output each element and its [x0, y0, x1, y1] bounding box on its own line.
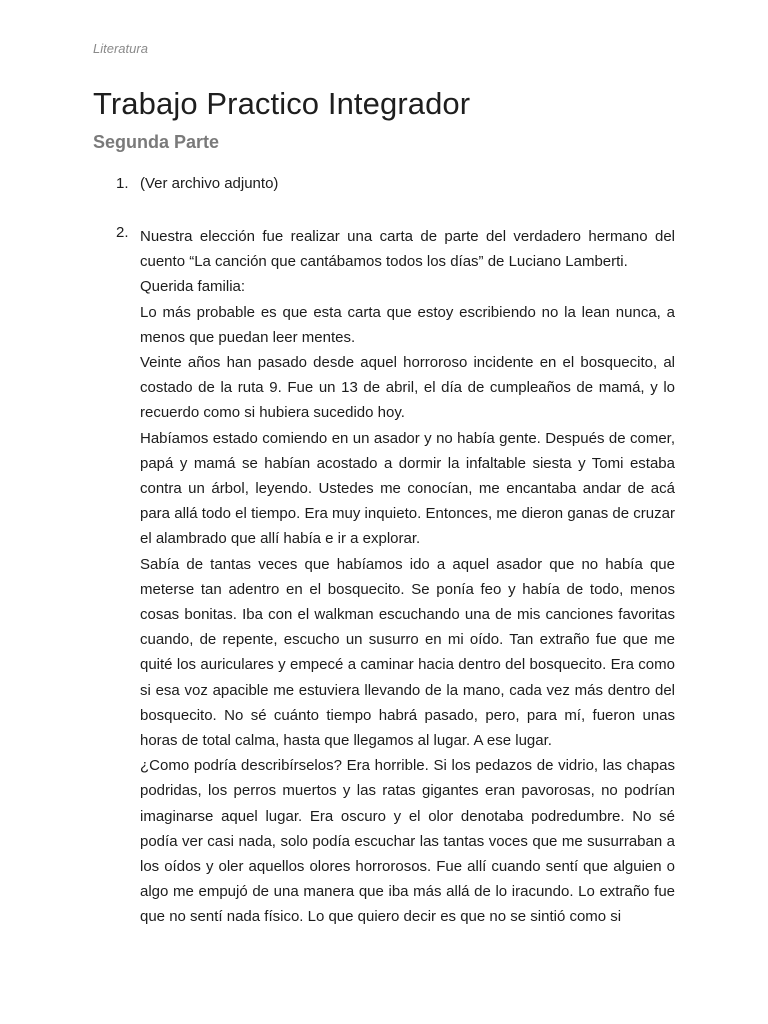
- list-item-number: 2.: [116, 224, 129, 241]
- paragraph-intro: Nuestra elección fue realizar una carta de parte del verdadero hermano del cuento “La canción que cantábamos todos los días” de Luciano Lamberti.: [140, 228, 675, 271]
- paragraph-greeting: Querida familia:: [140, 278, 246, 296]
- paragraph: Sabía de tantas veces que habíamos ido a aquel asador que no había que meterse tan adentro en el bosquecito. Se ponía feo y había de todo, menos cosas bonitas. Iba con el walkman escuchando una de mis canciones favoritas cuando, de repente, escucho un susurro en mi oído. Tan extraño fue que me quité los auriculares y empecé a caminar hacia dentro del bosquecito. Era como si esa voz apacible me estuviera llevando de la mano, cada vez más dentro del bosquecito. No sé cuánto tiempo habrá pasado, pero, para mí, fueron unas horas de total calma, hasta que llegamos al lugar. A ese lugar.: [140, 555, 675, 750]
- paragraph: Veinte años han pasado desde aquel horroroso incidente en el bosquecito, al costado de la ruta 9. Fue un 13 de abril, el día de cumpleaños de mamá, y lo recuerdo como si hubiera sucedido hoy.: [140, 354, 675, 422]
- paragraph: Habíamos estado comiendo en un asador y no había gente. Después de comer, papá y mamá se habían acostado a dormir la infaltable siesta y Tomi estaba contra un árbol, leyendo. Ustedes me conocían, me encantaba andar de acá para allá todo el tiempo. Era muy inquieto. Entonces, me dieron ganas de cruzar el alambrado que allí había e ir a explorar.: [140, 429, 675, 548]
- list-item-number: 1.: [116, 175, 129, 192]
- list-item-body: [140, 224, 675, 930]
- course-label: Literatura: [93, 41, 148, 56]
- paragraph: ¿Como podría describírselos? Era horrible. Si los pedazos de vidrio, las chapas podridas, los perros muertos y las ratas gigantes eran pavorosas, no podrían imaginarse aquel lugar. Era oscuro y el olor denotaba podredumbre. No sé podía ver casi nada, solo podía escuchar las tantas voces que me susurraban a los oídos y oler aquellos olores horrorosos. Fue allí cuando sentí que alguien o algo me empujó de una manera que iba más allá de lo iracundo. Lo extraño fue que no sentí nada físico. Lo que quiero decir es que no se sintió como si: [140, 757, 675, 926]
- page-title: Trabajo Practico Integrador: [93, 86, 471, 121]
- list-item-text: (Ver archivo adjunto): [140, 175, 279, 192]
- page-subtitle: Segunda Parte: [93, 132, 220, 152]
- paragraph: Lo más probable es que esta carta que estoy escribiendo no la lean nunca, a menos que puedan leer mentes.: [140, 303, 675, 346]
